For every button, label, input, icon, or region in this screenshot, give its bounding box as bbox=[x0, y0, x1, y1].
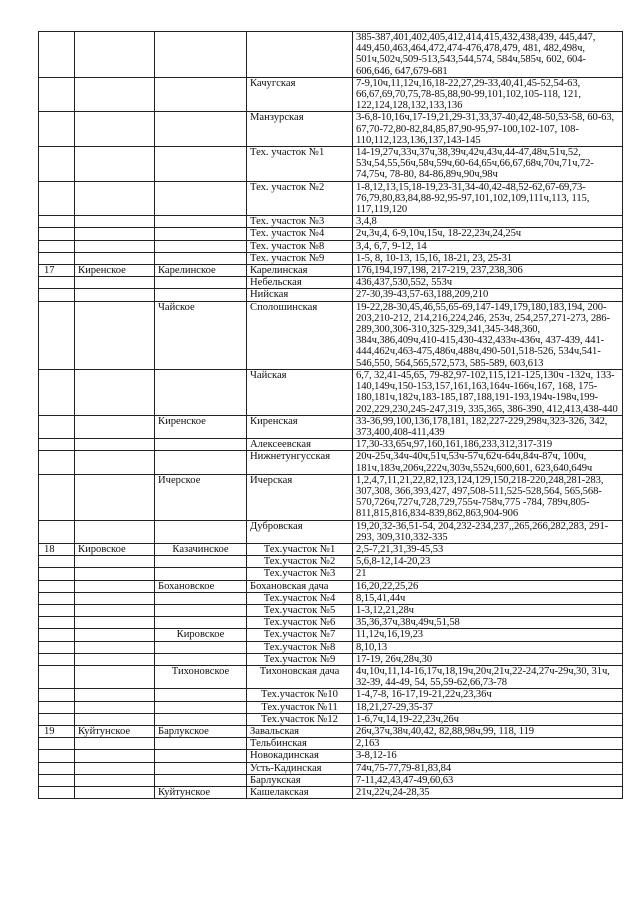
district-name bbox=[75, 592, 155, 604]
row-number bbox=[39, 289, 75, 301]
district-name bbox=[75, 641, 155, 653]
table-row bbox=[39, 252, 623, 264]
subforestry-name: Кашелакская bbox=[247, 787, 353, 799]
table-row bbox=[39, 787, 623, 799]
table-row bbox=[39, 112, 623, 147]
forestry-name bbox=[155, 653, 247, 665]
district-name bbox=[75, 617, 155, 629]
row-number bbox=[39, 301, 75, 369]
quarter-numbers: 4ч,10ч,11,14-16,17ч,18,19ч,20ч,21ч,22-24,27ч-29ч,30, 31ч, 32-39, 44-49, 54, 55,59-62,66,73-78 bbox=[353, 665, 623, 688]
row-number bbox=[39, 738, 75, 750]
quarter-numbers: 20ч-25ч,34ч-40ч,51ч,53ч-57ч,62ч-64ч,84ч-87ч, 100ч, 181ч,183ч,206ч,222ч,303ч,552ч,600,601, 623,640,649ч bbox=[353, 451, 623, 474]
row-number bbox=[39, 641, 75, 653]
subforestry-name: Тех. участок №9 bbox=[247, 252, 353, 264]
row-number bbox=[39, 240, 75, 252]
row-number bbox=[39, 277, 75, 289]
quarter-numbers: 3,4, 6,7, 9-12, 14 bbox=[353, 240, 623, 252]
forestry-name: Чайское bbox=[155, 301, 247, 369]
subforestry-name: Манзурская bbox=[247, 112, 353, 147]
subforestry-name: Небельская bbox=[247, 277, 353, 289]
quarter-numbers: 27-30,39-43,57-63,188,209,210 bbox=[353, 289, 623, 301]
district-name bbox=[75, 604, 155, 616]
forestry-name bbox=[155, 112, 247, 147]
quarter-numbers: 1-5, 8, 10-13, 15,16, 18-21, 23, 25-31 bbox=[353, 252, 623, 264]
table-row bbox=[39, 181, 623, 216]
subforestry-name: Ичерская bbox=[247, 474, 353, 520]
row-number bbox=[39, 604, 75, 616]
subforestry-name: Киренская bbox=[247, 415, 353, 438]
table-row bbox=[39, 701, 623, 713]
quarter-numbers: 26ч,37ч,38ч,40,42, 82,88,98ч,99, 118, 119 bbox=[353, 725, 623, 737]
table-row bbox=[39, 653, 623, 665]
district-name bbox=[75, 451, 155, 474]
forestry-name: Барлукское bbox=[155, 725, 247, 737]
quarter-numbers: 17,30-33,65ч,97,160,161,186,233,312,317-319 bbox=[353, 439, 623, 451]
forestry-name bbox=[155, 568, 247, 580]
subforestry-name: Качугская bbox=[247, 77, 353, 112]
row-number bbox=[39, 216, 75, 228]
quarter-numbers: 436,437,530,552, 553ч bbox=[353, 277, 623, 289]
quarter-numbers: 5,6,8-12,14-20,23 bbox=[353, 556, 623, 568]
subforestry-name: Тех. участок №2 bbox=[247, 181, 353, 216]
table-row bbox=[39, 369, 623, 415]
district-name bbox=[75, 689, 155, 701]
quarter-numbers: 176,194,197,198, 217-219, 237,238,306 bbox=[353, 265, 623, 277]
row-number bbox=[39, 580, 75, 592]
forestry-name bbox=[155, 738, 247, 750]
row-number bbox=[39, 369, 75, 415]
quarter-numbers: 6,7, 32,41-45,65, 79-82,97-102,115,121-125,130ч -132ч, 133-140,149ч,150-153,157,161,163,164ч-166ч,167, 168, 175-180,181ч,182ч,183-185,187,188,191-193,194ч-198ч,199-202,229,230,245-247,319, 335,365, 386-390, 412,413,438-440 bbox=[353, 369, 623, 415]
quarter-numbers: 16,20,22,25,26 bbox=[353, 580, 623, 592]
subforestry-name: Тех.участок №4 bbox=[247, 592, 353, 604]
forestry-name bbox=[155, 750, 247, 762]
quarter-numbers: 3,4,8 bbox=[353, 216, 623, 228]
forestry-name bbox=[155, 77, 247, 112]
district-name bbox=[75, 556, 155, 568]
quarter-numbers: 35,36,37ч,38ч,49ч,51,58 bbox=[353, 617, 623, 629]
forestry-name bbox=[155, 439, 247, 451]
table-row bbox=[39, 592, 623, 604]
quarter-numbers: 33-36,99,100,136,178,181, 182,227-229,298ч,323-326, 342, 373,400,408-411,439 bbox=[353, 415, 623, 438]
subforestry-name: Бохановская дача bbox=[247, 580, 353, 592]
row-number bbox=[39, 439, 75, 451]
row-number bbox=[39, 750, 75, 762]
forestry-name bbox=[155, 289, 247, 301]
row-number bbox=[39, 665, 75, 688]
quarter-numbers: 1-4,7-8, 16-17,19-21,22ч,23,36ч bbox=[353, 689, 623, 701]
district-name bbox=[75, 580, 155, 592]
subforestry-name: Тех. участок №1 bbox=[247, 147, 353, 182]
subforestry-name: Тех. участок №3 bbox=[247, 216, 353, 228]
forestry-name bbox=[155, 277, 247, 289]
subforestry-name: Дубровская bbox=[247, 520, 353, 543]
row-number bbox=[39, 147, 75, 182]
row-number: 18 bbox=[39, 543, 75, 555]
forestry-name: Куйтунское bbox=[155, 787, 247, 799]
subforestry-name: Барлукская bbox=[247, 774, 353, 786]
forestry-name: Киренское bbox=[155, 415, 247, 438]
forestry-name bbox=[155, 181, 247, 216]
table-row bbox=[39, 147, 623, 182]
row-number bbox=[39, 181, 75, 216]
forestry-name: Казачинское bbox=[155, 543, 247, 555]
forestry-name bbox=[155, 240, 247, 252]
forestry-name bbox=[155, 228, 247, 240]
quarter-numbers: 21ч,22ч,24-28,35 bbox=[353, 787, 623, 799]
row-number bbox=[39, 568, 75, 580]
row-number bbox=[39, 701, 75, 713]
table-body bbox=[39, 32, 623, 799]
forestry-name bbox=[155, 604, 247, 616]
table-row bbox=[39, 240, 623, 252]
table-row bbox=[39, 520, 623, 543]
table-row bbox=[39, 713, 623, 725]
subforestry-name: Тех.участок №11 bbox=[247, 701, 353, 713]
subforestry-name: Нижнетунгусская bbox=[247, 451, 353, 474]
table-row bbox=[39, 451, 623, 474]
forestry-name bbox=[155, 641, 247, 653]
table-row bbox=[39, 762, 623, 774]
subforestry-name: Тех.участок №7 bbox=[247, 629, 353, 641]
quarter-numbers: 19,20,32-36,51-54, 204,232-234,237,,265,266,282,283, 291-293, 309,310,332-335 bbox=[353, 520, 623, 543]
row-number bbox=[39, 474, 75, 520]
quarter-numbers: 385-387,401,402,405,412,414,415,432,438,439, 445,447, 449,450,463,464,472,474-476,478,479, 481, 482,498ч, 501ч,502ч,509-513,543,544,574, 584ч,585ч, 602, 604-606,646, 647,679-681 bbox=[353, 32, 623, 78]
district-name bbox=[75, 750, 155, 762]
quarter-numbers: 2,5-7,21,31,39-45,53 bbox=[353, 543, 623, 555]
quarter-numbers: 1-3,12,21,28ч bbox=[353, 604, 623, 616]
forestry-name bbox=[155, 520, 247, 543]
subforestry-name: Тех.участок №8 bbox=[247, 641, 353, 653]
district-name bbox=[75, 369, 155, 415]
district-name bbox=[75, 112, 155, 147]
table-row bbox=[39, 216, 623, 228]
quarter-numbers: 1-8,12,13,15,18-19,23-31,34-40,42-48,52-62,67-69,73-76,79,80,83,84,88-92,95-97,101,102,109,111ч,113, 115, 117,119,120 bbox=[353, 181, 623, 216]
table-row bbox=[39, 629, 623, 641]
subforestry-name: Тех.участок №2 bbox=[247, 556, 353, 568]
subforestry-name: Тех.участок №9 bbox=[247, 653, 353, 665]
subforestry-name: Тех.участок №1 bbox=[247, 543, 353, 555]
forestry-name bbox=[155, 689, 247, 701]
subforestry-name: Тех.участок №5 bbox=[247, 604, 353, 616]
district-name: Куйтунское bbox=[75, 725, 155, 737]
quarter-numbers: 11,12ч,16,19,23 bbox=[353, 629, 623, 641]
subforestry-name: Алексеевская bbox=[247, 439, 353, 451]
subforestry-name: Тельбинская bbox=[247, 738, 353, 750]
row-number bbox=[39, 77, 75, 112]
district-name bbox=[75, 701, 155, 713]
quarter-numbers: 1-6,7ч,14,19-22,23ч,26ч bbox=[353, 713, 623, 725]
forestry-name bbox=[155, 147, 247, 182]
quarter-numbers: 7-11,42,43,47-49,60,63 bbox=[353, 774, 623, 786]
quarter-numbers: 3-8,12-16 bbox=[353, 750, 623, 762]
forestry-name bbox=[155, 701, 247, 713]
table-row bbox=[39, 228, 623, 240]
district-name: Киренское bbox=[75, 265, 155, 277]
row-number bbox=[39, 32, 75, 78]
forestry-name bbox=[155, 451, 247, 474]
table-row bbox=[39, 580, 623, 592]
district-name bbox=[75, 439, 155, 451]
subforestry-name: Сполошинская bbox=[247, 301, 353, 369]
district-name bbox=[75, 629, 155, 641]
district-name bbox=[75, 762, 155, 774]
district-name bbox=[75, 147, 155, 182]
subforestry-name: Нийская bbox=[247, 289, 353, 301]
row-number bbox=[39, 592, 75, 604]
table-row bbox=[39, 665, 623, 688]
subforestry-name bbox=[247, 32, 353, 78]
row-number bbox=[39, 653, 75, 665]
subforestry-name: Тех.участок №10 bbox=[247, 689, 353, 701]
table-row bbox=[39, 439, 623, 451]
forestry-name bbox=[155, 369, 247, 415]
district-name bbox=[75, 289, 155, 301]
district-name bbox=[75, 520, 155, 543]
district-name bbox=[75, 415, 155, 438]
row-number bbox=[39, 520, 75, 543]
forestry-name bbox=[155, 774, 247, 786]
table-row bbox=[39, 738, 623, 750]
quarter-numbers: 3-6,8-10,16ч,17-19,21,29-31,33,37-40,42,48-50,53-58, 60-63, 67,70-72,80-82,84,85,87,90-95,97-100,102-107, 108-110,112,123,136,137,143-145 bbox=[353, 112, 623, 147]
district-name bbox=[75, 181, 155, 216]
forestry-name: Карелинское bbox=[155, 265, 247, 277]
quarter-numbers: 2ч,3ч,4, 6-9,10ч,15ч, 18-22,23ч,24,25ч bbox=[353, 228, 623, 240]
district-name bbox=[75, 653, 155, 665]
row-number: 19 bbox=[39, 725, 75, 737]
row-number bbox=[39, 629, 75, 641]
table-row bbox=[39, 543, 623, 555]
table-row bbox=[39, 604, 623, 616]
forestry-name bbox=[155, 252, 247, 264]
quarter-numbers: 21 bbox=[353, 568, 623, 580]
row-number bbox=[39, 556, 75, 568]
table-row bbox=[39, 568, 623, 580]
table-row bbox=[39, 725, 623, 737]
table-row bbox=[39, 77, 623, 112]
subforestry-name: Тех.участок №12 bbox=[247, 713, 353, 725]
row-number bbox=[39, 415, 75, 438]
subforestry-name: Чайская bbox=[247, 369, 353, 415]
district-name bbox=[75, 774, 155, 786]
forestry-name bbox=[155, 762, 247, 774]
table-row bbox=[39, 774, 623, 786]
forestry-quarters-table bbox=[38, 31, 623, 799]
district-name bbox=[75, 228, 155, 240]
forestry-name bbox=[155, 556, 247, 568]
quarter-numbers: 1,2,4,7,11,21,22,82,123,124,129,150,218-220,248,281-283, 307,308, 366,393,427, 497,508-511,525-528,564, 565,568-570,726ч,727ч,728,729,755ч-758ч,775 -784, 789ч,805-811,815,816,834-839,862,863,904-906 bbox=[353, 474, 623, 520]
forestry-name bbox=[155, 216, 247, 228]
quarter-numbers: 8,10,13 bbox=[353, 641, 623, 653]
district-name bbox=[75, 77, 155, 112]
subforestry-name: Тихоновская дача bbox=[247, 665, 353, 688]
district-name bbox=[75, 713, 155, 725]
forestry-name: Тихоновское bbox=[155, 665, 247, 688]
row-number bbox=[39, 762, 75, 774]
table-row bbox=[39, 617, 623, 629]
district-name bbox=[75, 787, 155, 799]
forestry-name: Кировское bbox=[155, 629, 247, 641]
subforestry-name: Усть-Кадинская bbox=[247, 762, 353, 774]
table-row bbox=[39, 474, 623, 520]
table-row bbox=[39, 265, 623, 277]
row-number bbox=[39, 252, 75, 264]
quarter-numbers: 8,15,41,44ч bbox=[353, 592, 623, 604]
quarter-numbers: 7-9,10ч,11,12ч,16,18-22,27,29-33,40,41,45-52,54-63, 66,67,69,70,75,78-85,88,90-99,101,102,105-118, 121, 122,124,128,132,133,136 bbox=[353, 77, 623, 112]
district-name bbox=[75, 474, 155, 520]
district-name: Кировское bbox=[75, 543, 155, 555]
district-name bbox=[75, 277, 155, 289]
row-number bbox=[39, 112, 75, 147]
forestry-name bbox=[155, 617, 247, 629]
subforestry-name: Тех. участок №8 bbox=[247, 240, 353, 252]
district-name bbox=[75, 240, 155, 252]
table-row bbox=[39, 415, 623, 438]
district-name bbox=[75, 568, 155, 580]
row-number bbox=[39, 228, 75, 240]
district-name bbox=[75, 738, 155, 750]
table-row bbox=[39, 556, 623, 568]
table-row bbox=[39, 750, 623, 762]
forestry-name bbox=[155, 713, 247, 725]
table-row bbox=[39, 289, 623, 301]
district-name bbox=[75, 32, 155, 78]
quarter-numbers: 2,163 bbox=[353, 738, 623, 750]
quarter-numbers: 19-22,28-30,45,46,55,65-69,147-149,179,180,183,194, 200-203,210-212, 214,216,224,246, 253ч, 254,257,271-273, 286-289,300,306-310,325-329,341,345-348,360, 384ч,386,409ч,410-415,430-432,433ч-436ч, 437-439, 441-444,462ч,463-475,486ч,488ч,490-501,518-526, 534ч,541-546,550, 564,565,572,573, 585-589, 603,613 bbox=[353, 301, 623, 369]
row-number: 17 bbox=[39, 265, 75, 277]
forestry-name: Бохановское bbox=[155, 580, 247, 592]
row-number bbox=[39, 617, 75, 629]
district-name bbox=[75, 301, 155, 369]
row-number bbox=[39, 713, 75, 725]
forestry-name bbox=[155, 592, 247, 604]
district-name bbox=[75, 216, 155, 228]
forestry-name: Ичерское bbox=[155, 474, 247, 520]
quarter-numbers: 14-19,27ч,33ч,37ч,38,39ч,42ч,43ч,44-47,48ч,51ч,52, 53ч,54,55,56ч,58ч,59ч,60-64,65ч,66,67,68ч,70ч,71ч,72-74,75ч, 78-80, 84-86,89ч,90ч,98ч bbox=[353, 147, 623, 182]
quarter-numbers: 74ч,75-77,79-81,83,84 bbox=[353, 762, 623, 774]
table-row bbox=[39, 641, 623, 653]
subforestry-name: Новокадинская bbox=[247, 750, 353, 762]
subforestry-name: Тех.участок №6 bbox=[247, 617, 353, 629]
subforestry-name: Завальская bbox=[247, 725, 353, 737]
row-number bbox=[39, 451, 75, 474]
table-row bbox=[39, 301, 623, 369]
row-number bbox=[39, 774, 75, 786]
forestry-name bbox=[155, 32, 247, 78]
table-row bbox=[39, 32, 623, 78]
table-row bbox=[39, 689, 623, 701]
subforestry-name: Тех. участок №4 bbox=[247, 228, 353, 240]
subforestry-name: Карелинская bbox=[247, 265, 353, 277]
quarter-numbers: 17-19, 26ч,28ч,30 bbox=[353, 653, 623, 665]
row-number bbox=[39, 689, 75, 701]
subforestry-name: Тех.участок №3 bbox=[247, 568, 353, 580]
row-number bbox=[39, 787, 75, 799]
quarter-numbers: 18,21,27-29,35-37 bbox=[353, 701, 623, 713]
district-name bbox=[75, 252, 155, 264]
table-row bbox=[39, 277, 623, 289]
district-name bbox=[75, 665, 155, 688]
